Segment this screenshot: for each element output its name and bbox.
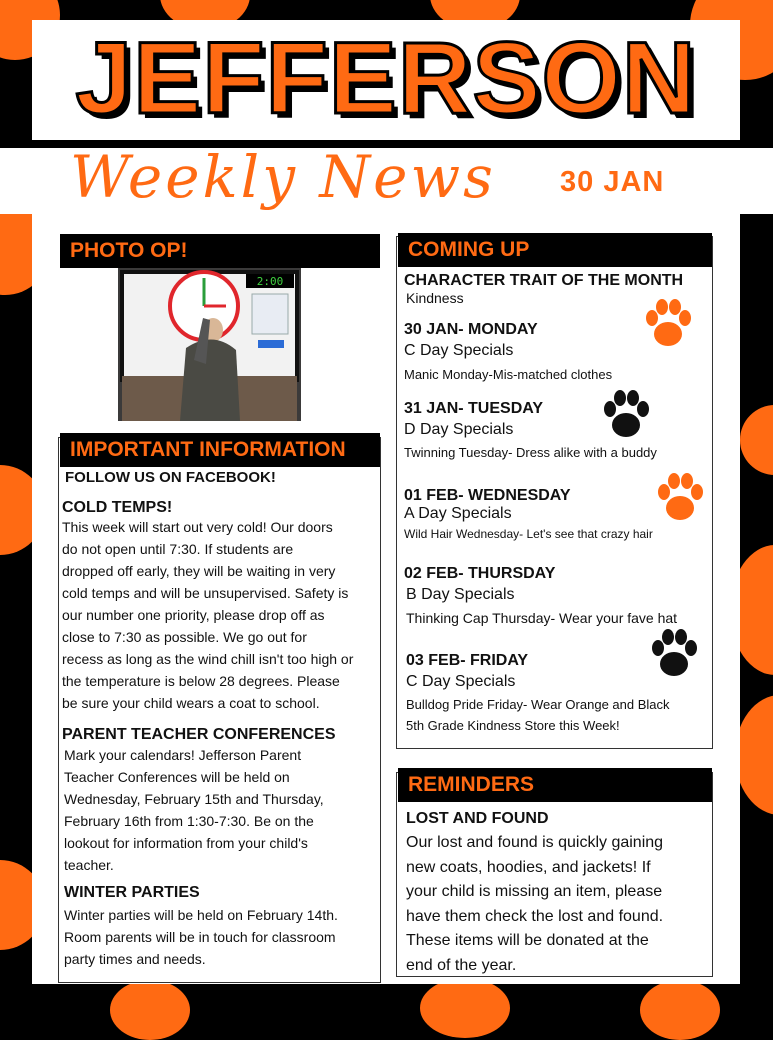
paw-print-icon [646,626,702,682]
lost-found-line: new coats, hoodies, and jackets! If [406,858,651,876]
weekly-news-subtitle: Weekly News [70,143,496,211]
paw-print-icon [652,470,708,526]
day-special-tuesday: D Day Specials [404,421,514,438]
bg-dot [110,980,190,1040]
conferences-title: PARENT TEACHER CONFERENCES [62,726,336,743]
lost-found-line: These items will be donated at the [406,932,649,949]
cold-temps-line: dropped off early, they will be waiting in very [62,563,336,579]
lost-found-title: LOST AND FOUND [406,810,549,827]
day-special-wednesday: A Day Specials [404,505,512,522]
character-trait-title: CHARACTER TRAIT OF THE MONTH [404,272,684,289]
cold-temps-line: close to 7:30 as possible. We go out for [62,629,307,645]
issue-date: 30 JAN [560,166,665,198]
winter-parties-body [64,904,338,970]
day-title-tuesday: 31 JAN- TUESDAY [404,400,544,417]
lost-found-body [406,831,663,978]
lost-found-line: end of the year. [406,956,517,974]
cold-temps-line: our number one priority, please drop off as [62,607,325,623]
reminders-heading: REMINDERS [398,768,712,802]
day-title-monday: 30 JAN- MONDAY [404,321,538,338]
winter-parties-title: WINTER PARTIES [64,884,200,901]
lost-found-line: your child is missing an item, please [406,883,663,900]
winter-parties-line: Winter parties will be held on February 14th. [64,907,338,923]
classroom-photo [118,268,301,421]
day-theme-wednesday: Wild Hair Wednesday- Let's see that crazy hair [404,527,653,541]
photo-op-heading: PHOTO OP! [60,234,380,268]
conferences-line: Wednesday, February 15th and Thursday, [64,791,324,807]
character-trait-value: Kindness [406,290,464,306]
conferences-line: Teacher Conferences will be held on [64,769,290,785]
facebook-callout: FOLLOW US ON FACEBOOK! [65,469,276,486]
cold-temps-title: COLD TEMPS! [62,499,173,516]
day-theme-thursday: Thinking Cap Thursday- Wear your fave hat [406,610,678,626]
cold-temps-line: do not open until 7:30. If students are [62,541,294,557]
cold-temps-line: This week will start out very cold! Our doors [62,519,333,535]
bg-dot [640,980,720,1040]
day-theme-friday: Bulldog Pride Friday- Wear Orange and Black [406,697,670,712]
conferences-line: lookout for information from your child's [64,835,308,851]
masthead-title: JEFFERSON [75,21,697,135]
cold-temps-body [62,516,353,714]
day-theme-monday: Manic Monday-Mis-matched clothes [404,367,613,382]
winter-parties-line: party times and needs. [64,951,206,967]
lost-found-line: Our lost and found is quickly gaining [406,834,664,851]
day-title-thursday: 02 FEB- THURSDAY [404,565,556,582]
day-theme-tuesday: Twinning Tuesday- Dress alike with a buddy [404,445,657,460]
cold-temps-line: the temperature is below 28 degrees. Please [62,673,340,689]
bg-dot [420,978,510,1038]
cold-temps-line: cold temps and will be unsupervised. Safety is [62,585,349,601]
conferences-line: teacher. [64,857,114,873]
cold-temps-line: be sure your child wears a coat to school. [62,695,320,711]
clock-readout: 2:00 [256,275,284,288]
day-special-monday: C Day Specials [404,342,514,359]
conferences-body [64,744,324,876]
paw-print-icon [640,296,696,352]
day-title-friday: 03 FEB- FRIDAY [406,652,529,669]
day-title-wednesday: 01 FEB- WEDNESDAY [404,487,571,504]
kindness-store-note: 5th Grade Kindness Store this Week! [406,718,620,733]
cold-temps-line: recess as long as the wind chill isn't too high or [62,651,354,667]
lost-found-line: have them check the lost and found. [406,907,664,925]
winter-parties-line: Room parents will be in touch for classroom [64,929,336,945]
conferences-line: February 16th from 1:30-7:30. Be on the [64,813,314,829]
conferences-line: Mark your calendars! Jefferson Parent [64,747,302,763]
day-special-friday: C Day Specials [406,673,516,690]
coming-up-heading: COMING UP [398,233,712,267]
bg-dot [740,405,773,475]
day-special-thursday: B Day Specials [406,586,515,603]
paw-print-icon [598,387,654,443]
bg-dot [735,695,773,815]
important-info-heading: IMPORTANT INFORMATION [60,433,380,467]
